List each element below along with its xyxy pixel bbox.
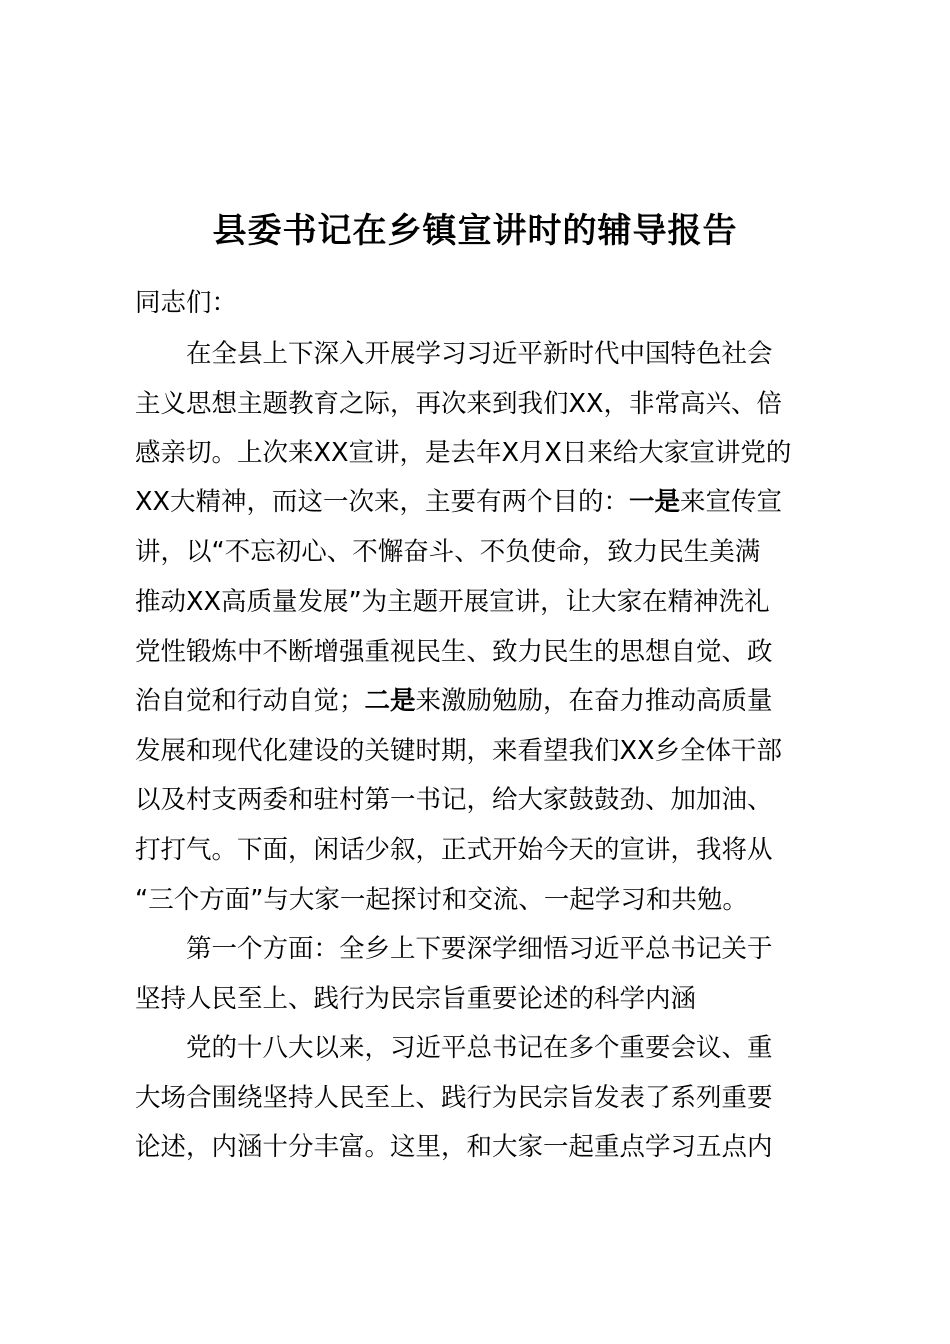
text-line: 推动XX高质量发展”为主题开展宣讲，让大家在精神洗礼 — [135, 587, 770, 617]
text-segment: 治自觉和行动自觉； — [135, 686, 365, 716]
text-line: 在全县上下深入开展学习习近平新时代中国特色社会 — [186, 339, 773, 369]
emphasis-second-point: 二是 — [364, 686, 416, 716]
salutation: 同志们： — [135, 288, 238, 318]
text-line: “三个方面”与大家一起探讨和交流、一起学习和共勉。 — [135, 885, 748, 915]
document-title: 县委书记在乡镇宣讲时的辅导报告 — [212, 211, 738, 251]
text-segment: 来宣传宣 — [679, 487, 782, 517]
text-line: 大场合围绕坚持人民至上、践行为民宗旨发表了系列重要 — [135, 1083, 773, 1113]
text-line: 讲，以“不忘初心、不懈奋斗、不负使命，致力民生美满 — [135, 537, 761, 567]
section-heading-line: 第一个方面：全乡上下要深学细悟习近平总书记关于 — [186, 934, 773, 964]
text-line: 感亲切。上次来XX宣讲，是去年X月X日来给大家宣讲党的 — [135, 438, 792, 468]
text-line: 发展和现代化建设的关键时期，来看望我们XX乡全体干部 — [135, 736, 782, 766]
text-line-with-emphasis — [135, 681, 855, 721]
text-line: 论述，内涵十分丰富。这里，和大家一起重点学习五点内 — [135, 1132, 773, 1162]
text-line: 党性锻炼中不断增强重视民生、致力民生的思想自觉、政 — [135, 637, 773, 667]
text-segment: 来激励勉励，在奋力推动高质量 — [415, 686, 773, 716]
text-line: 以及村支两委和驻村第一书记，给大家鼓鼓劲、加加油、 — [135, 785, 773, 815]
emphasis-first-point: 一是 — [628, 487, 680, 517]
text-line: 主义思想主题教育之际，再次来到我们XX，非常高兴、倍 — [135, 389, 782, 419]
text-line: 党的十八大以来，习近平总书记在多个重要会议、重 — [186, 1033, 773, 1063]
text-segment: XX大精神，而这一次来，主要有两个目的： — [135, 487, 629, 517]
text-line-with-emphasis — [135, 482, 855, 522]
text-line: 打打气。下面，闲话少叙，正式开始今天的宣讲，我将从 — [135, 835, 773, 865]
section-heading-line: 坚持人民至上、践行为民宗旨重要论述的科学内涵 — [135, 984, 697, 1014]
